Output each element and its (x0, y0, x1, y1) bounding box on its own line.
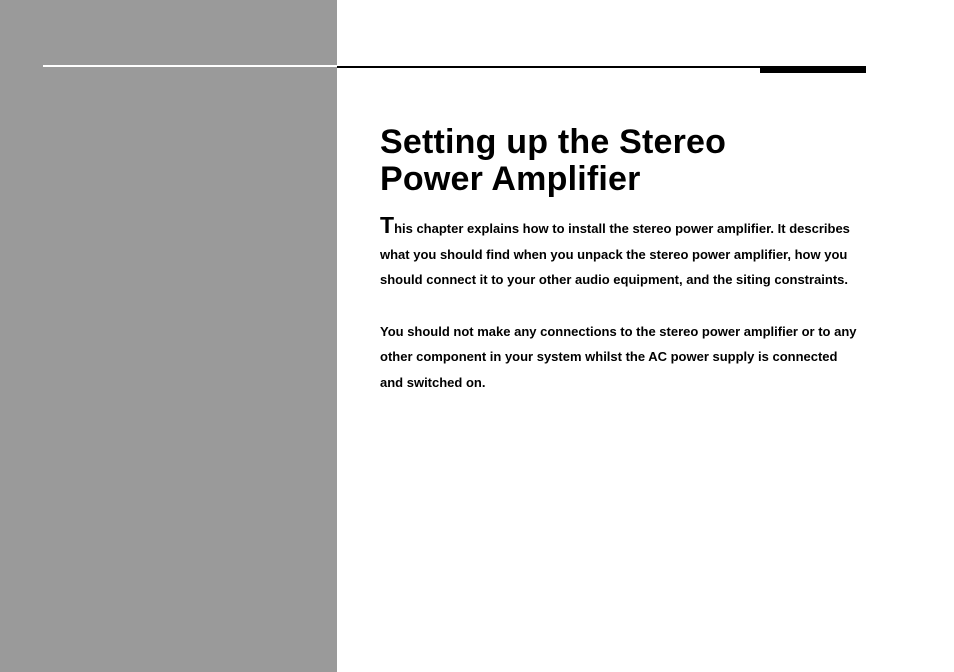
left-gray-panel (0, 0, 337, 672)
chapter-title-line-1: Setting up the Stereo (380, 123, 727, 161)
chapter-title-line-2: Power Amplifier (380, 160, 641, 198)
left-header-rule (43, 65, 337, 67)
chapter-content (380, 124, 860, 396)
intro-text: his chapter explains how to install the stereo power amplifier. It describes what you should find when you unpack the stereo power amplifier, how you should connect it to your other audio equipment, and the siting constraints. (380, 221, 850, 288)
intro-paragraph (380, 212, 860, 293)
chapter-title (380, 124, 860, 198)
header-rule-block (760, 66, 866, 73)
warning-paragraph: You should not make any connections to the stereo power amplifier or to any other component in your system whilst the AC power supply is connected and switched on. (380, 323, 857, 390)
drop-cap: T (380, 212, 395, 238)
